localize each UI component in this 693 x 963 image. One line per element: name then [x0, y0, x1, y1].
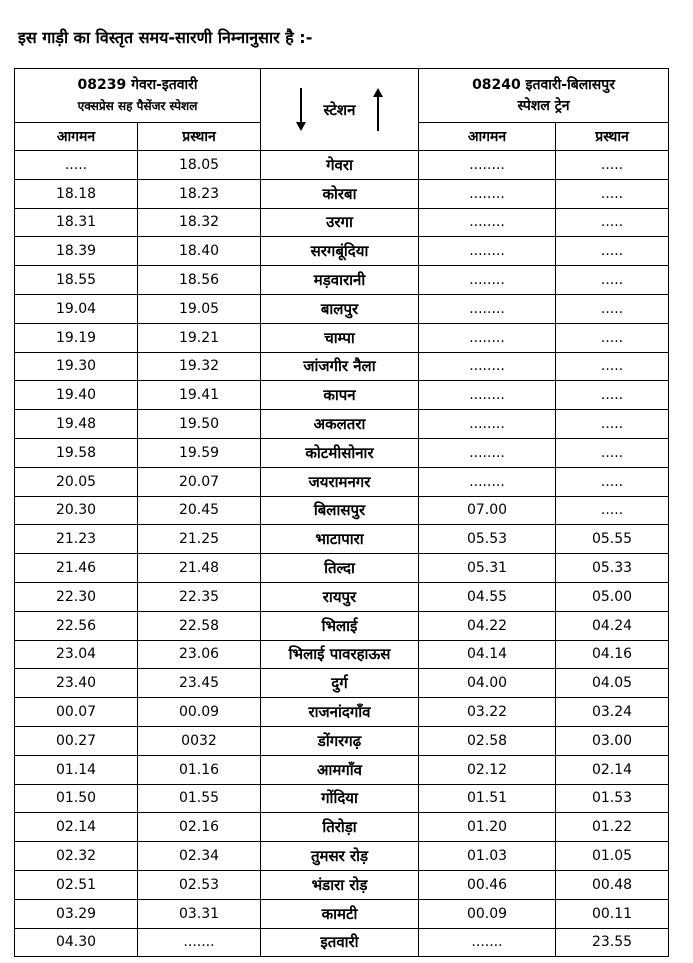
- table-row: [15, 151, 669, 180]
- table-row: [15, 870, 669, 899]
- right-departure-cell: .....: [556, 496, 669, 525]
- right-arrival-cell: 05.53: [419, 525, 556, 554]
- left-arrival-cell: 20.30: [15, 496, 138, 525]
- left-departure-cell: 22.58: [138, 611, 261, 640]
- left-arrival-cell: 19.19: [15, 323, 138, 352]
- right-departure-cell: .....: [556, 323, 669, 352]
- right-arrival-cell: 04.00: [419, 669, 556, 698]
- right-arrival-cell: 01.51: [419, 784, 556, 813]
- station-name-cell: आमगाँव: [261, 755, 419, 784]
- page-heading: इस गाड़ी का विस्तृत समय-सारणी निम्नानुसार है :-: [18, 28, 313, 47]
- right-arrival-cell: ........: [419, 208, 556, 237]
- left-departure-cell: 20.07: [138, 467, 261, 496]
- left-departure-cell: 23.45: [138, 669, 261, 698]
- left-arrival-cell: 18.18: [15, 179, 138, 208]
- station-name-cell: राजनांदगाँव: [261, 698, 419, 727]
- table-row: [15, 784, 669, 813]
- right-arrival-cell: .......: [419, 928, 556, 957]
- right-departure-cell: .....: [556, 179, 669, 208]
- left-departure-cell: 20.45: [138, 496, 261, 525]
- right-arrival-cell: 04.14: [419, 640, 556, 669]
- station-name-cell: बालपुर: [261, 294, 419, 323]
- right-departure-cell: 04.16: [556, 640, 669, 669]
- right-departure-cell: .....: [556, 266, 669, 295]
- left-arrival-cell: 23.04: [15, 640, 138, 669]
- left-departure-cell: 02.16: [138, 813, 261, 842]
- station-name-cell: तुमसर रोड़: [261, 842, 419, 871]
- right-arrival-cell: ........: [419, 323, 556, 352]
- left-arrival-cell: 00.27: [15, 726, 138, 755]
- station-name-cell: जांजगीर नैला: [261, 352, 419, 381]
- table-row: [15, 755, 669, 784]
- right-departure-cell: .....: [556, 467, 669, 496]
- right-arrival-cell: ........: [419, 438, 556, 467]
- table-row: [15, 438, 669, 467]
- left-train-number-name: 08239 गेवरा-इतवारी: [77, 76, 198, 93]
- timetable-body: [15, 151, 669, 957]
- station-name-cell: मड़वारानी: [261, 266, 419, 295]
- right-departure-cell: 00.48: [556, 870, 669, 899]
- left-arrival-cell: 22.30: [15, 582, 138, 611]
- right-departure-cell: .....: [556, 410, 669, 439]
- left-departure-cell: .......: [138, 928, 261, 957]
- left-arrival-cell: 00.07: [15, 698, 138, 727]
- left-departure-cell: 01.55: [138, 784, 261, 813]
- left-departure-cell: 19.50: [138, 410, 261, 439]
- right-departure-cell: .....: [556, 208, 669, 237]
- left-arrival-cell: 21.46: [15, 554, 138, 583]
- station-name-cell: गेवरा: [261, 151, 419, 180]
- right-departure-header: प्रस्थान: [556, 123, 669, 151]
- table-row: [15, 582, 669, 611]
- station-name-cell: कामटी: [261, 899, 419, 928]
- right-departure-cell: 03.00: [556, 726, 669, 755]
- right-arrival-cell: 04.22: [419, 611, 556, 640]
- station-header: [261, 69, 419, 151]
- left-departure-cell: 18.40: [138, 237, 261, 266]
- station-name-cell: बिलासपुर: [261, 496, 419, 525]
- station-name-cell: कोरबा: [261, 179, 419, 208]
- station-name-cell: कापन: [261, 381, 419, 410]
- left-arrival-cell: 02.14: [15, 813, 138, 842]
- right-arrival-cell: ........: [419, 467, 556, 496]
- left-departure-cell: 23.06: [138, 640, 261, 669]
- table-row: [15, 554, 669, 583]
- station-name-cell: डोंगरगढ़: [261, 726, 419, 755]
- left-arrival-cell: 01.14: [15, 755, 138, 784]
- right-arrival-cell: 02.12: [419, 755, 556, 784]
- right-departure-cell: .....: [556, 151, 669, 180]
- station-name-cell: भिलाई: [261, 611, 419, 640]
- table-row: [15, 496, 669, 525]
- right-arrival-cell: 02.58: [419, 726, 556, 755]
- left-departure-cell: 18.05: [138, 151, 261, 180]
- right-train-header: [419, 69, 669, 123]
- right-arrival-cell: ........: [419, 410, 556, 439]
- left-arrival-cell: 18.39: [15, 237, 138, 266]
- right-arrival-cell: 00.09: [419, 899, 556, 928]
- left-departure-cell: 19.21: [138, 323, 261, 352]
- station-name-cell: भाटापारा: [261, 525, 419, 554]
- right-train-subtitle: स्पेशल ट्रेन: [517, 97, 570, 114]
- right-departure-cell: 05.55: [556, 525, 669, 554]
- right-departure-cell: 05.33: [556, 554, 669, 583]
- table-row: [15, 928, 669, 957]
- right-departure-cell: 23.55: [556, 928, 669, 957]
- station-name-cell: उरगा: [261, 208, 419, 237]
- station-name-cell: भंडारा रोड़: [261, 870, 419, 899]
- left-arrival-cell: 19.04: [15, 294, 138, 323]
- table-row: [15, 294, 669, 323]
- left-departure-cell: 21.48: [138, 554, 261, 583]
- table-row: [15, 237, 669, 266]
- station-header-label: स्टेशन: [323, 100, 356, 119]
- station-name-cell: सरगबूंदिया: [261, 237, 419, 266]
- right-departure-cell: 04.05: [556, 669, 669, 698]
- station-name-cell: दुर्ग: [261, 669, 419, 698]
- left-departure-cell: 19.41: [138, 381, 261, 410]
- right-arrival-header: आगमन: [419, 123, 556, 151]
- right-arrival-cell: 05.31: [419, 554, 556, 583]
- left-departure-cell: 00.09: [138, 698, 261, 727]
- table-row: [15, 525, 669, 554]
- right-arrival-cell: 07.00: [419, 496, 556, 525]
- left-departure-cell: 19.05: [138, 294, 261, 323]
- right-train-number-name: 08240 इतवारी-बिलासपुर: [472, 76, 615, 93]
- table-row: [15, 813, 669, 842]
- timetable: [14, 68, 669, 957]
- table-row: [15, 640, 669, 669]
- station-name-cell: जयरामनगर: [261, 467, 419, 496]
- right-arrival-cell: 01.20: [419, 813, 556, 842]
- arrow-down-icon: [296, 88, 306, 131]
- left-departure-header: प्रस्थान: [138, 123, 261, 151]
- table-row: [15, 208, 669, 237]
- table-row: [15, 611, 669, 640]
- left-arrival-cell: 19.30: [15, 352, 138, 381]
- station-name-cell: इतवारी: [261, 928, 419, 957]
- table-row: [15, 669, 669, 698]
- right-arrival-cell: ........: [419, 352, 556, 381]
- left-train-header: [15, 69, 261, 123]
- table-row: [15, 381, 669, 410]
- right-arrival-cell: 03.22: [419, 698, 556, 727]
- left-departure-cell: 19.59: [138, 438, 261, 467]
- left-train-subtitle: एक्सप्रेस सह पैसेंजर स्पेशल: [77, 98, 198, 113]
- right-departure-cell: 02.14: [556, 755, 669, 784]
- right-arrival-cell: ........: [419, 381, 556, 410]
- left-arrival-cell: 21.23: [15, 525, 138, 554]
- table-row: [15, 352, 669, 381]
- left-arrival-cell: 18.55: [15, 266, 138, 295]
- left-departure-cell: 19.32: [138, 352, 261, 381]
- station-name-cell: अकलतरा: [261, 410, 419, 439]
- right-departure-cell: .....: [556, 237, 669, 266]
- table-row: [15, 726, 669, 755]
- left-arrival-cell: 23.40: [15, 669, 138, 698]
- table-row: [15, 266, 669, 295]
- right-arrival-cell: ........: [419, 294, 556, 323]
- right-arrival-cell: 04.55: [419, 582, 556, 611]
- table-row: [15, 698, 669, 727]
- left-departure-cell: 02.34: [138, 842, 261, 871]
- right-departure-cell: 04.24: [556, 611, 669, 640]
- station-name-cell: भिलाई पावरहाऊस: [261, 640, 419, 669]
- station-name-cell: रायपुर: [261, 582, 419, 611]
- left-arrival-cell: 03.29: [15, 899, 138, 928]
- left-departure-cell: 0032: [138, 726, 261, 755]
- right-arrival-cell: 00.46: [419, 870, 556, 899]
- station-name-cell: चाम्पा: [261, 323, 419, 352]
- left-arrival-cell: 19.58: [15, 438, 138, 467]
- left-arrival-cell: 04.30: [15, 928, 138, 957]
- right-departure-cell: 03.24: [556, 698, 669, 727]
- right-departure-cell: 01.53: [556, 784, 669, 813]
- left-arrival-cell: 18.31: [15, 208, 138, 237]
- station-name-cell: गोंदिया: [261, 784, 419, 813]
- table-row: [15, 899, 669, 928]
- arrow-up-icon: [373, 88, 383, 131]
- left-departure-cell: 21.25: [138, 525, 261, 554]
- right-arrival-cell: ........: [419, 179, 556, 208]
- right-departure-cell: .....: [556, 438, 669, 467]
- left-arrival-cell: 02.32: [15, 842, 138, 871]
- table-row: [15, 467, 669, 496]
- right-departure-cell: .....: [556, 294, 669, 323]
- right-departure-cell: 01.22: [556, 813, 669, 842]
- right-arrival-cell: 01.03: [419, 842, 556, 871]
- station-name-cell: तिरोड़ा: [261, 813, 419, 842]
- left-arrival-cell: 19.40: [15, 381, 138, 410]
- table-row: [15, 179, 669, 208]
- right-departure-cell: 01.05: [556, 842, 669, 871]
- left-arrival-cell: 20.05: [15, 467, 138, 496]
- right-departure-cell: .....: [556, 381, 669, 410]
- station-name-cell: कोटमीसोनार: [261, 438, 419, 467]
- left-departure-cell: 18.32: [138, 208, 261, 237]
- left-arrival-cell: 22.56: [15, 611, 138, 640]
- left-arrival-cell: .....: [15, 151, 138, 180]
- right-departure-cell: .....: [556, 352, 669, 381]
- right-arrival-cell: ........: [419, 266, 556, 295]
- left-arrival-cell: 01.50: [15, 784, 138, 813]
- table-row: [15, 410, 669, 439]
- table-row: [15, 323, 669, 352]
- left-departure-cell: 22.35: [138, 582, 261, 611]
- right-departure-cell: 05.00: [556, 582, 669, 611]
- right-arrival-cell: ........: [419, 237, 556, 266]
- left-departure-cell: 18.23: [138, 179, 261, 208]
- left-departure-cell: 02.53: [138, 870, 261, 899]
- left-arrival-header: आगमन: [15, 123, 138, 151]
- right-arrival-cell: ........: [419, 151, 556, 180]
- table-row: [15, 842, 669, 871]
- left-departure-cell: 18.56: [138, 266, 261, 295]
- left-departure-cell: 03.31: [138, 899, 261, 928]
- left-departure-cell: 01.16: [138, 755, 261, 784]
- station-name-cell: तिल्दा: [261, 554, 419, 583]
- left-arrival-cell: 02.51: [15, 870, 138, 899]
- left-arrival-cell: 19.48: [15, 410, 138, 439]
- right-departure-cell: 00.11: [556, 899, 669, 928]
